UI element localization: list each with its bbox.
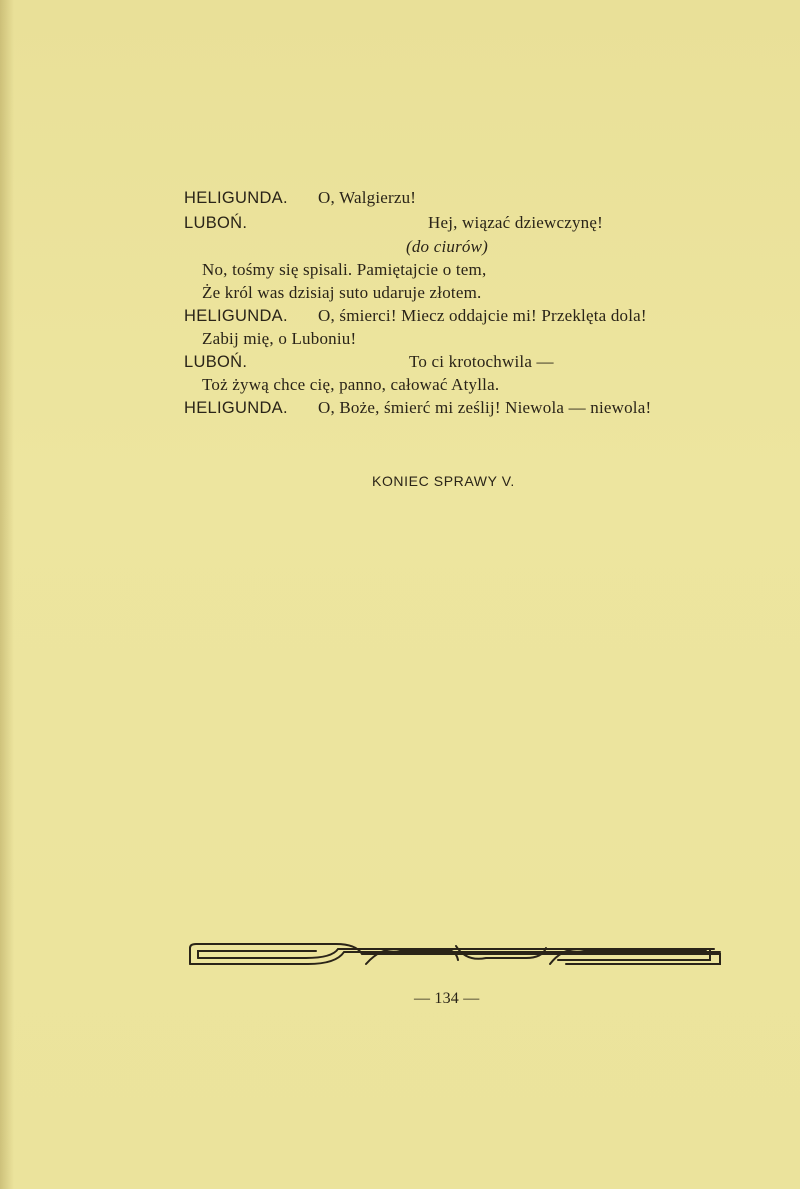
- dialogue-line-5: Że król was dzisiaj suto udaruje złotem.: [202, 283, 482, 302]
- dialogue-line-7: Zabij mię, o Luboniu!: [202, 329, 357, 348]
- ending-title: KONIEC SPRAWY V.: [372, 473, 515, 489]
- page-number: — 134 —: [414, 990, 480, 1007]
- dialogue-line-4: No, tośmy się spisali. Pamiętajcie o tem,: [202, 260, 487, 279]
- speaker-heligunda-2: HELIGUNDA.: [184, 307, 288, 325]
- speaker-lubon-2: LUBOŃ.: [184, 353, 248, 371]
- dialogue-line-6: O, śmierci! Miecz oddajcie mi! Przeklęta dola!: [318, 306, 647, 325]
- speaker-lubon-1: LUBOŃ.: [184, 214, 248, 232]
- dialogue-line-10: O, Boże, śmierć mi ześlij! Niewola — niewola!: [318, 398, 652, 417]
- dialogue-line-1: O, Walgierzu!: [318, 188, 417, 207]
- stage-direction: (do ciurów): [406, 237, 488, 256]
- art-nouveau-divider-icon: [186, 940, 726, 970]
- dialogue-line-2: Hej, wiązać dziewczynę!: [428, 213, 603, 232]
- dialogue-line-9: Toż żywą chce cię, panno, całować Atylla.: [202, 375, 500, 394]
- speaker-heligunda-1: HELIGUNDA.: [184, 189, 288, 207]
- dialogue-line-8: To ci krotochwila —: [409, 352, 554, 371]
- speaker-heligunda-3: HELIGUNDA.: [184, 399, 288, 417]
